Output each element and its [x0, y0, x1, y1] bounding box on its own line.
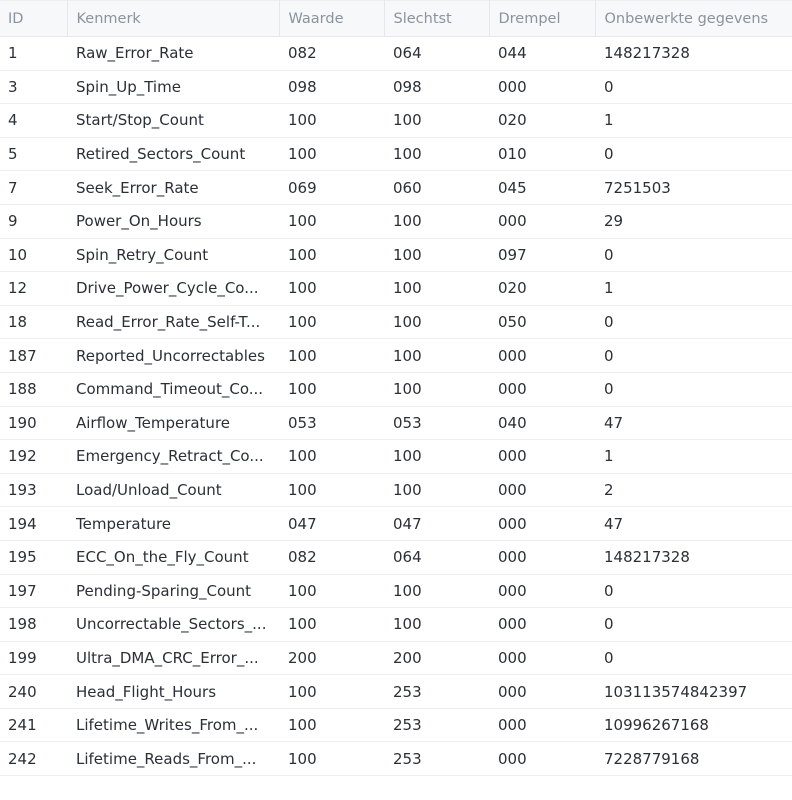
cell-value: 047 [279, 507, 384, 541]
cell-id: 12 [0, 272, 67, 306]
cell-attribute: Temperature [67, 507, 279, 541]
cell-threshold: 000 [489, 507, 595, 541]
cell-threshold: 045 [489, 171, 595, 205]
cell-attribute: Start/Stop_Count [67, 104, 279, 138]
cell-threshold: 097 [489, 238, 595, 272]
table-row[interactable] [0, 708, 792, 742]
cell-worst: 253 [384, 742, 489, 776]
cell-attribute: ECC_On_the_Fly_Count [67, 540, 279, 574]
cell-worst: 047 [384, 507, 489, 541]
cell-attribute: Read_Error_Rate_Self-T... [67, 305, 279, 339]
table-row[interactable] [0, 608, 792, 642]
cell-attribute: Power_On_Hours [67, 204, 279, 238]
cell-attribute: Spin_Retry_Count [67, 238, 279, 272]
cell-threshold: 040 [489, 406, 595, 440]
cell-value: 100 [279, 574, 384, 608]
table-row[interactable] [0, 406, 792, 440]
cell-value: 100 [279, 339, 384, 373]
table-row[interactable] [0, 104, 792, 138]
cell-value: 100 [279, 742, 384, 776]
cell-raw-data: 0 [595, 608, 792, 642]
cell-raw-data: 10996267168 [595, 708, 792, 742]
cell-attribute: Seek_Error_Rate [67, 171, 279, 205]
cell-worst: 064 [384, 37, 489, 71]
cell-id: 1 [0, 37, 67, 71]
cell-value: 098 [279, 70, 384, 104]
header-row [0, 1, 792, 37]
cell-threshold: 000 [489, 339, 595, 373]
table-row[interactable] [0, 238, 792, 272]
cell-value: 100 [279, 238, 384, 272]
cell-raw-data: 0 [595, 70, 792, 104]
cell-raw-data: 1 [595, 104, 792, 138]
table-row[interactable] [0, 272, 792, 306]
cell-raw-data: 103113574842397 [595, 675, 792, 709]
table-row[interactable] [0, 742, 792, 776]
cell-value: 100 [279, 204, 384, 238]
cell-raw-data: 1 [595, 440, 792, 474]
cell-threshold: 000 [489, 742, 595, 776]
cell-id: 190 [0, 406, 67, 440]
table-row[interactable] [0, 473, 792, 507]
table-row[interactable] [0, 339, 792, 373]
cell-value: 100 [279, 305, 384, 339]
cell-value: 100 [279, 440, 384, 474]
cell-worst: 100 [384, 372, 489, 406]
cell-id: 197 [0, 574, 67, 608]
table-row[interactable] [0, 137, 792, 171]
table-header [0, 1, 792, 37]
cell-threshold: 000 [489, 675, 595, 709]
cell-worst: 100 [384, 272, 489, 306]
cell-worst: 200 [384, 641, 489, 675]
cell-attribute: Lifetime_Writes_From_... [67, 708, 279, 742]
cell-threshold: 000 [489, 608, 595, 642]
cell-value: 082 [279, 540, 384, 574]
cell-value: 053 [279, 406, 384, 440]
cell-worst: 064 [384, 540, 489, 574]
cell-attribute: Uncorrectable_Sectors_... [67, 608, 279, 642]
table-row[interactable] [0, 675, 792, 709]
cell-attribute: Airflow_Temperature [67, 406, 279, 440]
cell-worst: 100 [384, 137, 489, 171]
cell-worst: 100 [384, 339, 489, 373]
cell-raw-data: 0 [595, 574, 792, 608]
cell-attribute: Lifetime_Reads_From_... [67, 742, 279, 776]
cell-attribute: Load/Unload_Count [67, 473, 279, 507]
cell-raw-data: 0 [595, 137, 792, 171]
cell-worst: 100 [384, 305, 489, 339]
cell-raw-data: 1 [595, 272, 792, 306]
cell-id: 5 [0, 137, 67, 171]
cell-attribute: Drive_Power_Cycle_Co... [67, 272, 279, 306]
cell-id: 195 [0, 540, 67, 574]
cell-id: 10 [0, 238, 67, 272]
cell-raw-data: 2 [595, 473, 792, 507]
cell-threshold: 050 [489, 305, 595, 339]
cell-worst: 100 [384, 574, 489, 608]
cell-id: 4 [0, 104, 67, 138]
column-header-raw-data[interactable]: Onbewerkte gegevens [595, 1, 792, 37]
cell-id: 192 [0, 440, 67, 474]
table-row[interactable] [0, 574, 792, 608]
cell-worst: 060 [384, 171, 489, 205]
cell-id: 199 [0, 641, 67, 675]
cell-value: 100 [279, 675, 384, 709]
cell-id: 9 [0, 204, 67, 238]
cell-value: 069 [279, 171, 384, 205]
cell-attribute: Command_Timeout_Co... [67, 372, 279, 406]
cell-value: 100 [279, 104, 384, 138]
cell-threshold: 010 [489, 137, 595, 171]
table-row[interactable] [0, 641, 792, 675]
cell-id: 193 [0, 473, 67, 507]
cell-id: 7 [0, 171, 67, 205]
table-row[interactable] [0, 305, 792, 339]
cell-raw-data: 148217328 [595, 540, 792, 574]
cell-attribute: Raw_Error_Rate [67, 37, 279, 71]
cell-worst: 100 [384, 440, 489, 474]
cell-worst: 053 [384, 406, 489, 440]
table-row[interactable] [0, 507, 792, 541]
cell-raw-data: 47 [595, 406, 792, 440]
cell-raw-data: 47 [595, 507, 792, 541]
cell-worst: 100 [384, 204, 489, 238]
cell-raw-data: 29 [595, 204, 792, 238]
cell-attribute: Pending-Sparing_Count [67, 574, 279, 608]
cell-raw-data: 0 [595, 641, 792, 675]
cell-value: 100 [279, 473, 384, 507]
table-row[interactable] [0, 540, 792, 574]
cell-raw-data: 148217328 [595, 37, 792, 71]
cell-value: 100 [279, 608, 384, 642]
cell-threshold: 000 [489, 641, 595, 675]
cell-value: 100 [279, 137, 384, 171]
cell-id: 240 [0, 675, 67, 709]
table-row[interactable] [0, 171, 792, 205]
table-body [0, 37, 792, 776]
cell-attribute: Retired_Sectors_Count [67, 137, 279, 171]
cell-raw-data: 0 [595, 238, 792, 272]
cell-value: 082 [279, 37, 384, 71]
cell-threshold: 000 [489, 574, 595, 608]
cell-threshold: 020 [489, 272, 595, 306]
column-header-attribute[interactable]: Kenmerk [67, 1, 279, 37]
table-row[interactable] [0, 204, 792, 238]
cell-id: 194 [0, 507, 67, 541]
cell-id: 241 [0, 708, 67, 742]
cell-raw-data: 7251503 [595, 171, 792, 205]
column-header-worst[interactable]: Slechtst [384, 1, 489, 37]
cell-threshold: 000 [489, 372, 595, 406]
cell-attribute: Reported_Uncorrectables [67, 339, 279, 373]
column-header-threshold[interactable]: Drempel [489, 1, 595, 37]
cell-threshold: 000 [489, 70, 595, 104]
cell-value: 100 [279, 272, 384, 306]
cell-threshold: 044 [489, 37, 595, 71]
cell-threshold: 020 [489, 104, 595, 138]
cell-worst: 100 [384, 238, 489, 272]
cell-attribute: Ultra_DMA_CRC_Error_... [67, 641, 279, 675]
column-header-id[interactable]: ID [0, 1, 67, 37]
cell-raw-data: 0 [595, 305, 792, 339]
cell-worst: 253 [384, 708, 489, 742]
column-header-value[interactable]: Waarde [279, 1, 384, 37]
table-row[interactable] [0, 372, 792, 406]
cell-value: 100 [279, 708, 384, 742]
table-row[interactable] [0, 440, 792, 474]
cell-threshold: 000 [489, 473, 595, 507]
cell-id: 198 [0, 608, 67, 642]
cell-raw-data: 0 [595, 339, 792, 373]
cell-id: 242 [0, 742, 67, 776]
cell-worst: 100 [384, 608, 489, 642]
cell-id: 18 [0, 305, 67, 339]
cell-id: 188 [0, 372, 67, 406]
cell-raw-data: 7228779168 [595, 742, 792, 776]
cell-value: 100 [279, 372, 384, 406]
cell-worst: 098 [384, 70, 489, 104]
cell-attribute: Emergency_Retract_Co... [67, 440, 279, 474]
cell-id: 187 [0, 339, 67, 373]
cell-worst: 253 [384, 675, 489, 709]
cell-threshold: 000 [489, 204, 595, 238]
cell-worst: 100 [384, 473, 489, 507]
cell-raw-data: 0 [595, 372, 792, 406]
cell-threshold: 000 [489, 540, 595, 574]
cell-worst: 100 [384, 104, 489, 138]
cell-attribute: Spin_Up_Time [67, 70, 279, 104]
cell-attribute: Head_Flight_Hours [67, 675, 279, 709]
table-row[interactable] [0, 37, 792, 71]
cell-id: 3 [0, 70, 67, 104]
cell-value: 200 [279, 641, 384, 675]
cell-threshold: 000 [489, 708, 595, 742]
cell-threshold: 000 [489, 440, 595, 474]
table-row[interactable] [0, 70, 792, 104]
